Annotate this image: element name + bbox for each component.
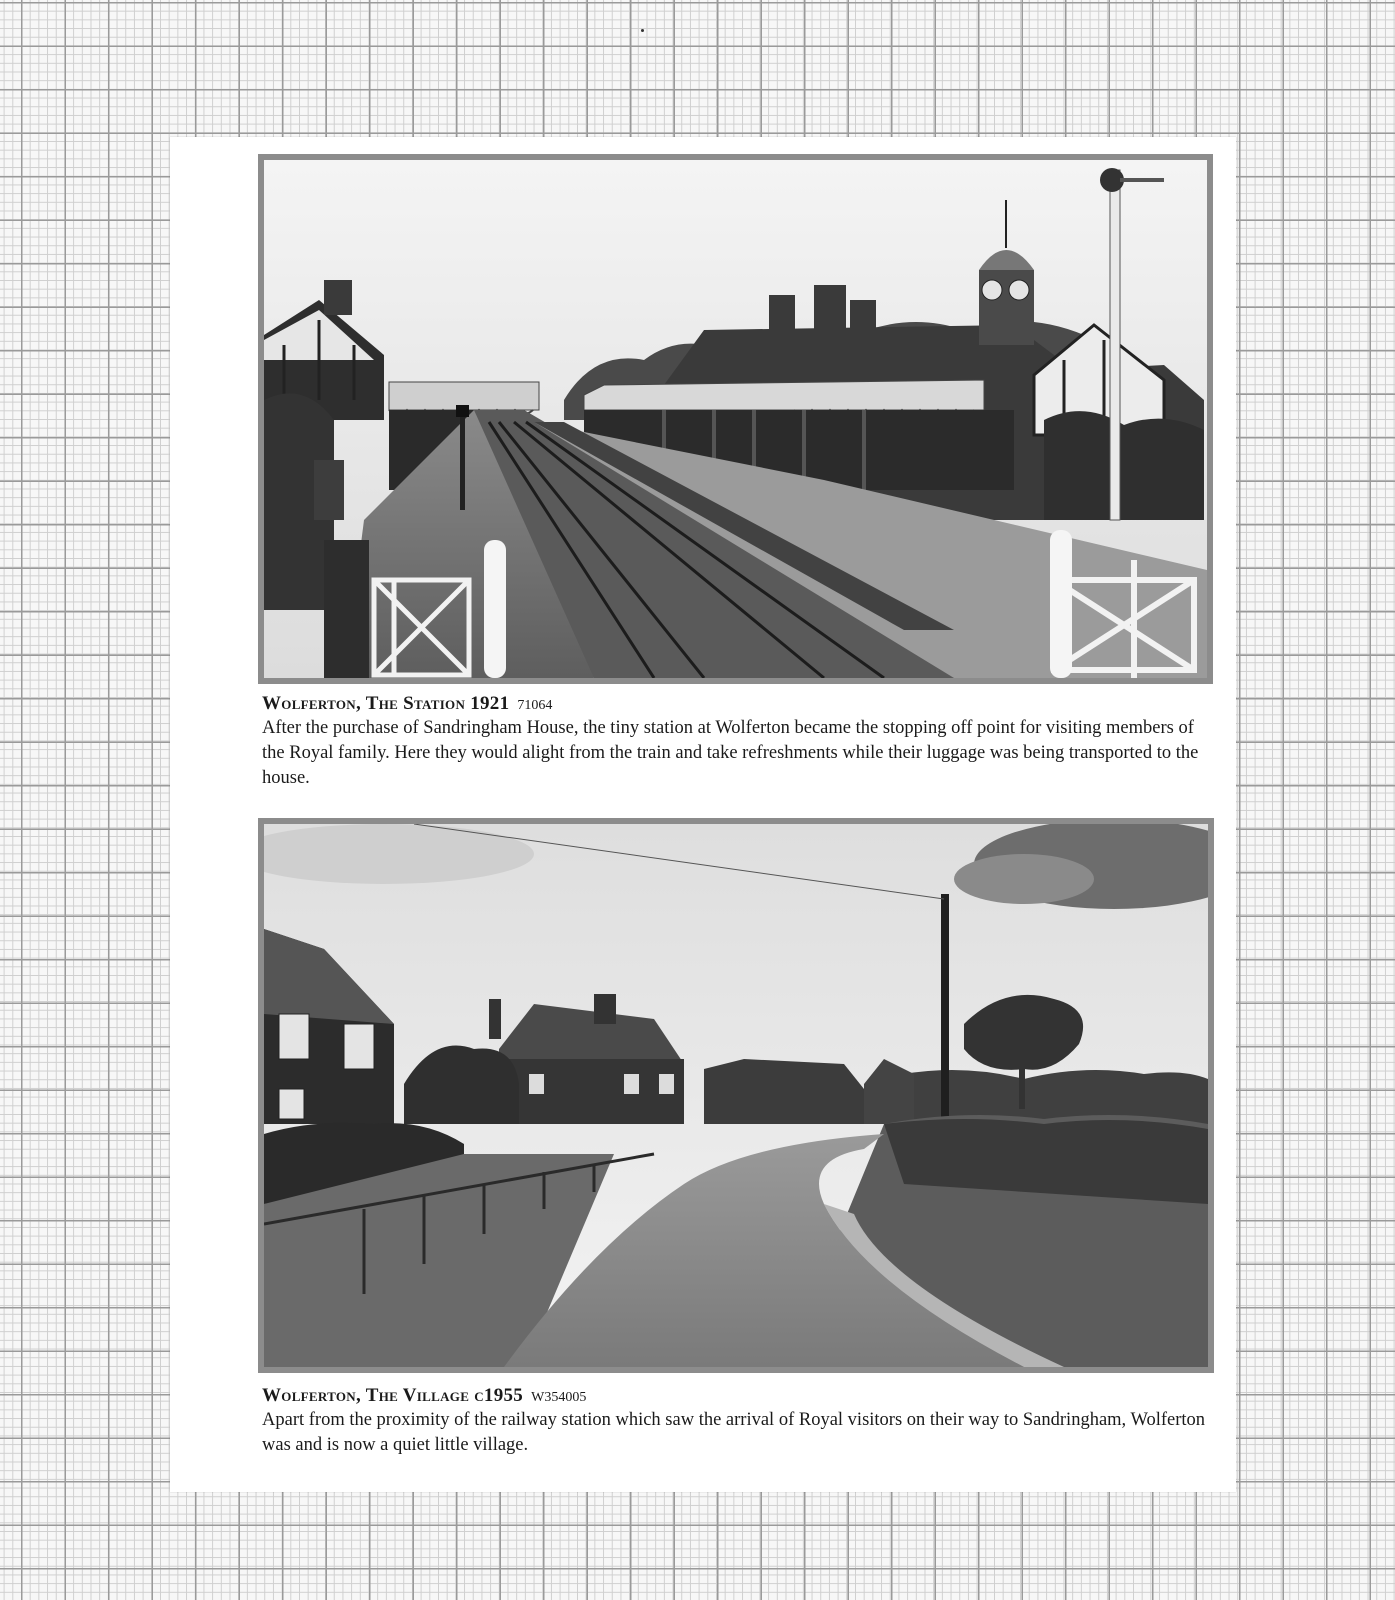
station-caption-text: After the purchase of Sandringham House, the tiny station at Wolferton became the stopping off point for visiting members of the Royal family. Here they would alight from the train and take refreshments while their luggage was being transported to the house. [262,718,1199,788]
village-caption [262,1385,1217,1458]
village-photo-frame [258,818,1214,1373]
station-photo-frame [258,154,1213,684]
village-caption-text: Apart from the proximity of the railway station which saw the arrival of Royal visitors on their way to Sandringham, Wolferton was and is now a quiet little village. [262,1410,1206,1455]
station-photo [264,160,1207,678]
station-caption-ref: 71064 [517,698,553,713]
book-page-clipping [170,137,1236,1492]
station-caption-title: Wolferton, The Station 1921 [262,693,510,714]
paper-speck [641,29,644,32]
village-caption-ref: W354005 [531,1390,587,1405]
village-caption-title: Wolferton, The Village c1955 [262,1385,524,1406]
station-caption [262,693,1217,791]
village-photo [264,824,1208,1367]
